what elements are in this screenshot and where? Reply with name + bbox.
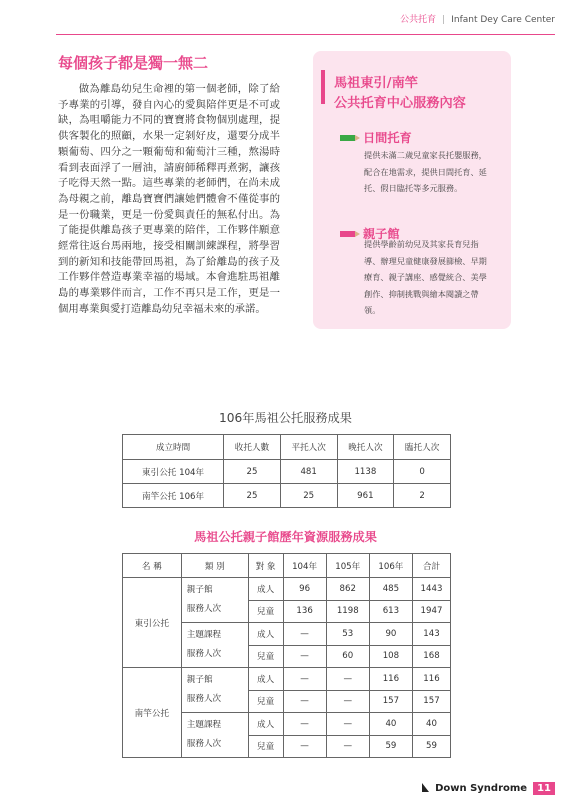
category-cell [181,713,248,758]
article-title: 每個孩子都是獨一無二 [58,54,209,72]
table-cell: 60 [326,645,369,668]
table-header-cell: 晚托人次 [337,435,394,460]
table-cell: 613 [369,600,412,623]
table-cell: 862 [326,578,369,601]
table-header-cell: 105年 [326,554,369,578]
page-footer [422,782,555,795]
table-cell: — [326,713,369,736]
pencil-icon [340,135,360,141]
table-header-cell: 收托人數 [224,435,281,460]
table-cell: 25 [280,484,337,508]
header-rule [56,34,555,35]
table2-title: 馬祖公托親子館歷年資源服務成果 [194,530,377,544]
table-cell: 168 [412,645,450,668]
service-box-accent-bar [321,70,325,104]
category-label-line: 服務人次 [186,604,222,614]
table-row [123,578,451,601]
pencil-tip [355,135,360,141]
running-header [400,12,555,25]
header-subtitle: Infant Dey Care Center [451,15,555,25]
category-label-line: 服務人次 [186,739,222,749]
table-cell: 0 [394,460,451,484]
table-cell: 1947 [412,600,450,623]
category-cell [181,578,248,623]
table-cell: 157 [412,690,450,713]
table-cell: 136 [283,600,326,623]
table-row [123,460,451,484]
table-header-cell: 成立時間 [123,435,224,460]
table-cell: 南竿公托 106年 [123,484,224,508]
table-cell: 116 [412,668,450,691]
service-box-title-line1: 馬祖東引/南竿 [334,76,418,91]
table-cell: 116 [369,668,412,691]
table-header-cell: 臨托人次 [394,435,451,460]
category-label-line: 服務人次 [186,649,222,659]
site-name-cell: 東引公托 [123,578,182,668]
service-box-title-line2: 公共托育中心服務內容 [334,96,466,111]
table-cell: 53 [326,623,369,646]
service-item-text: 提供學齡前幼兒及其家長育兒指導、辦理兒童健康發展篩檢、早期療育、親子講座、感覺統合、美學創作、抑制挑戰與繪本閱讀之帶領。 [364,239,487,315]
table-cell: 481 [280,460,337,484]
table-cell: — [326,690,369,713]
table-cell: 25 [224,460,281,484]
article-body: 做為離島幼兒生命裡的第一個老師，除了給予專業的引導，發自內心的愛與陪伴更是不可或缺，為咀嚼能力不同的寶寶將食物個別處理，提供客製化的照顧，水果一定剝好皮，還要分成半顆葡萄、四分之一顆葡萄和葡萄汁三種，熬湯時看到表面浮了一層油，請廚師稀釋再煮粥，讓孩子吃得天然一點。這些專業的老師們，在尚未成為母親之前，離島寶寶們讓她們體會不僅從事的是一份職業，更是一份愛與責任的無私付出。為了能提供離島孩子更專業的陪伴，工作夥伴願意經常往返台馬兩地，接受相關訓練課程，將學習到的新知和技能帶回馬祖，為了給離島的孩子及工作夥伴營造專業幸福的場域。本會進駐馬祖離島的專業夥伴而言，工作不再只是工作，更是一個用專業與愛打造離島幼兒幸福未來的承諾。 [58,83,280,315]
table-cell: — [283,623,326,646]
table-cell: — [283,668,326,691]
service-item-title: 日間托育 [363,131,412,145]
category-cell [181,668,248,713]
table-cell: — [283,645,326,668]
pencil-body [340,231,355,237]
category-label-line: 主題課程 [186,630,222,640]
table-cell: 東引公托 104年 [123,460,224,484]
table-cell: 485 [369,578,412,601]
category-cell [181,623,248,668]
footer-label: Down Syndrome [435,783,528,794]
table-cell: 兒童 [248,735,283,758]
table-cell: 兒童 [248,645,283,668]
table-cell: 40 [412,713,450,736]
footer-triangle-icon [422,783,429,792]
pencil-icon [340,231,360,237]
table-cell: 25 [224,484,281,508]
resource-history-table [122,553,451,758]
table-cell: — [283,735,326,758]
table-row [123,484,451,508]
table-cell: 1443 [412,578,450,601]
category-label-line: 服務人次 [186,694,222,704]
category-label-line: 主題課程 [186,720,222,730]
table-cell: 96 [283,578,326,601]
table-header-cell: 類 別 [181,554,248,578]
table-cell: — [326,668,369,691]
table-cell: 成人 [248,623,283,646]
table-cell: 59 [369,735,412,758]
header-separator: | [442,15,446,25]
table-row [123,668,451,691]
table-cell: 成人 [248,713,283,736]
table-header-cell: 對 象 [248,554,283,578]
table-header-cell: 106年 [369,554,412,578]
page-number: 11 [533,782,555,795]
table-cell: 59 [412,735,450,758]
table-cell: 40 [369,713,412,736]
service-item-text: 提供未滿二歲兒童家長托嬰服務，配合在地需求，提供日間托育、延托、假日臨托等多元服務。 [364,150,487,193]
table-cell: — [283,690,326,713]
table-cell: 成人 [248,668,283,691]
table-header-cell: 104年 [283,554,326,578]
table-cell: 兒童 [248,600,283,623]
table-header-cell: 平托人次 [280,435,337,460]
pencil-tip [355,231,360,237]
header-section: 公共托育 [400,15,437,25]
table-cell: 143 [412,623,450,646]
table-cell: 157 [369,690,412,713]
site-name-cell: 南竿公托 [123,668,182,758]
table1-title: 106年馬祖公托服務成果 [219,411,352,425]
pencil-body [340,135,355,141]
category-label-line: 親子館 [186,585,213,595]
table-cell: 兒童 [248,690,283,713]
table-cell: 2 [394,484,451,508]
table-cell: 成人 [248,578,283,601]
table-cell: 108 [369,645,412,668]
table-cell: 1138 [337,460,394,484]
table-cell: 1198 [326,600,369,623]
table-header-cell: 名 稱 [123,554,182,578]
service-results-table [122,434,451,508]
table-cell: 90 [369,623,412,646]
table-cell: — [326,735,369,758]
service-item-title: 親子館 [363,227,400,241]
table-header-cell: 合計 [412,554,450,578]
category-label-line: 親子館 [186,675,213,685]
table-cell: 961 [337,484,394,508]
table-cell: — [283,713,326,736]
